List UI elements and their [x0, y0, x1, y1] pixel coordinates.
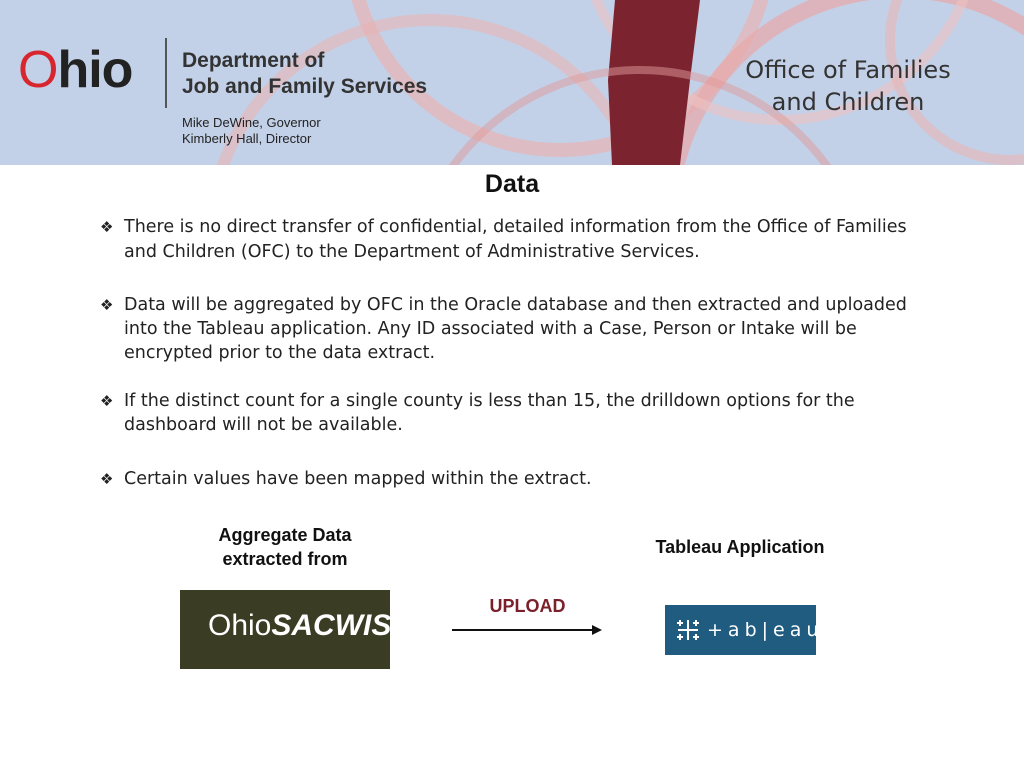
officials	[182, 115, 321, 147]
bullet-text: There is no direct transfer of confidential, detailed information from the Office of Families and Children (OFC) to the Department of Administrative Services.	[124, 217, 907, 262]
target-label: Tableau Application	[655, 537, 825, 557]
diamond-bullet-icon: ❖	[100, 470, 114, 488]
source-label: Aggregate Data extracted from	[218, 525, 352, 569]
bullet-text: Data will be aggregated by OFC in the Oracle database and then extracted and uploaded into the Tableau application. Any ID associated with a Case, Person or Intake will be encrypted prior to the data extract.	[124, 295, 907, 363]
bullet-list	[100, 215, 920, 492]
tableau-logo	[665, 605, 824, 655]
bullet-text: If the distinct count for a single county is less than 15, the drilldown options for the dashboard will not be available.	[124, 391, 855, 435]
upload-arrow-icon	[452, 622, 604, 638]
bullet-item	[100, 215, 920, 265]
ohio-logo: Ohio	[18, 41, 133, 99]
header-banner	[0, 0, 1024, 165]
bullet-item	[100, 389, 920, 437]
bullet-item	[100, 467, 920, 492]
diamond-bullet-icon: ❖	[100, 296, 114, 314]
diamond-bullet-icon: ❖	[100, 218, 114, 236]
upload-label: UPLOAD	[489, 596, 566, 616]
page-title: Data	[484, 170, 540, 198]
director-text: Kimberly Hall, Director	[182, 131, 312, 146]
department-line-1: Department of	[182, 49, 325, 72]
governor-text: Mike DeWine, Governor	[182, 115, 321, 130]
diamond-bullet-icon: ❖	[100, 392, 114, 410]
tableau-logo-text: +ab|eau	[707, 619, 824, 641]
tableau-cross-icon	[675, 616, 701, 644]
department-name	[182, 48, 427, 100]
ohio-sacwis-logo	[180, 590, 390, 669]
office-line-2: and Children	[771, 88, 925, 116]
office-line-1: Office of Families	[745, 56, 951, 84]
bullet-text: Certain values have been mapped within the extract.	[124, 469, 592, 489]
sacwis-logo-text: OhioSACWIS	[208, 609, 392, 642]
office-name	[710, 54, 986, 118]
department-line-2: Job and Family Services	[182, 75, 428, 98]
logo-divider	[165, 38, 167, 108]
bullet-item	[100, 293, 920, 365]
